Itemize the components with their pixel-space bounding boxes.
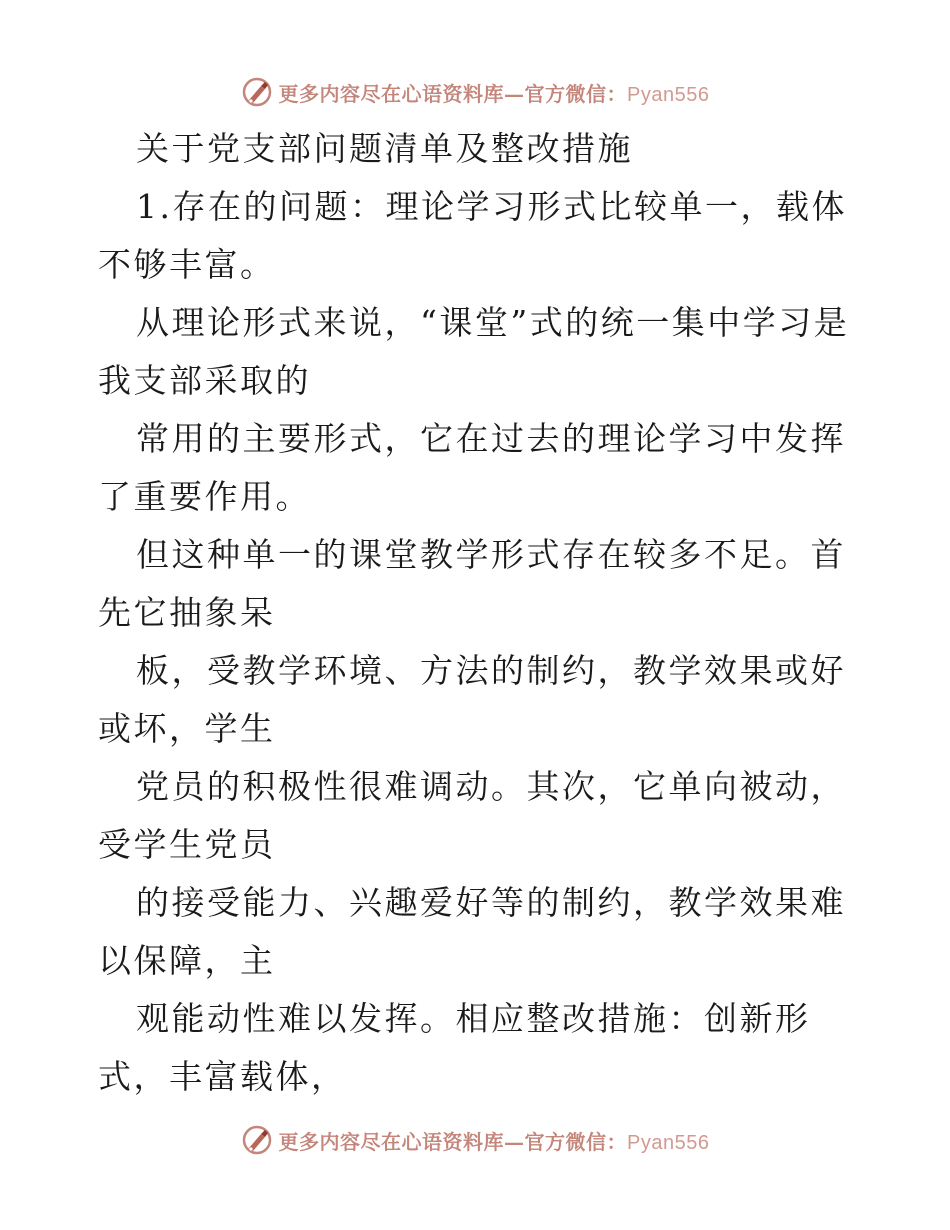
watermark-text: 更多内容尽在心语资料库—官方微信：Pyan556 xyxy=(278,1129,710,1154)
pen-logo-icon xyxy=(241,1124,273,1156)
paragraph: 党员的积极性很难调动。其次，它单向被动，受学生党员 xyxy=(98,767,846,864)
paragraph: 常用的主要形式，它在过去的理论学习中发挥了重要作用。 xyxy=(98,419,846,516)
paragraph: 从理论形式来说，“课堂”式的统一集中学习是我支部采取的 xyxy=(98,303,850,400)
paragraph: 板，受教学环境、方法的制约，教学效果或好或坏，学生 xyxy=(98,651,846,748)
footer-watermark-banner xyxy=(0,1120,950,1160)
paragraph: 的接受能力、兴趣爱好等的制约，教学效果难以保障，主 xyxy=(98,883,846,980)
paragraph: 1.存在的问题：理论学习形式比较单一，载体不够丰富。 xyxy=(98,187,847,284)
paragraph: 但这种单一的课堂教学形式存在较多不足。首先它抽象呆 xyxy=(98,535,846,632)
document-title: 关于党支部问题清单及整改措施 xyxy=(136,129,633,168)
pen-logo-icon xyxy=(241,76,273,108)
watermark-text: 更多内容尽在心语资料库—官方微信：Pyan556 xyxy=(278,81,710,106)
header-watermark-banner xyxy=(0,72,950,112)
document-body xyxy=(98,120,854,1106)
paragraph: 观能动性难以发挥。相应整改措施：创新形式，丰富载体， xyxy=(98,999,811,1096)
